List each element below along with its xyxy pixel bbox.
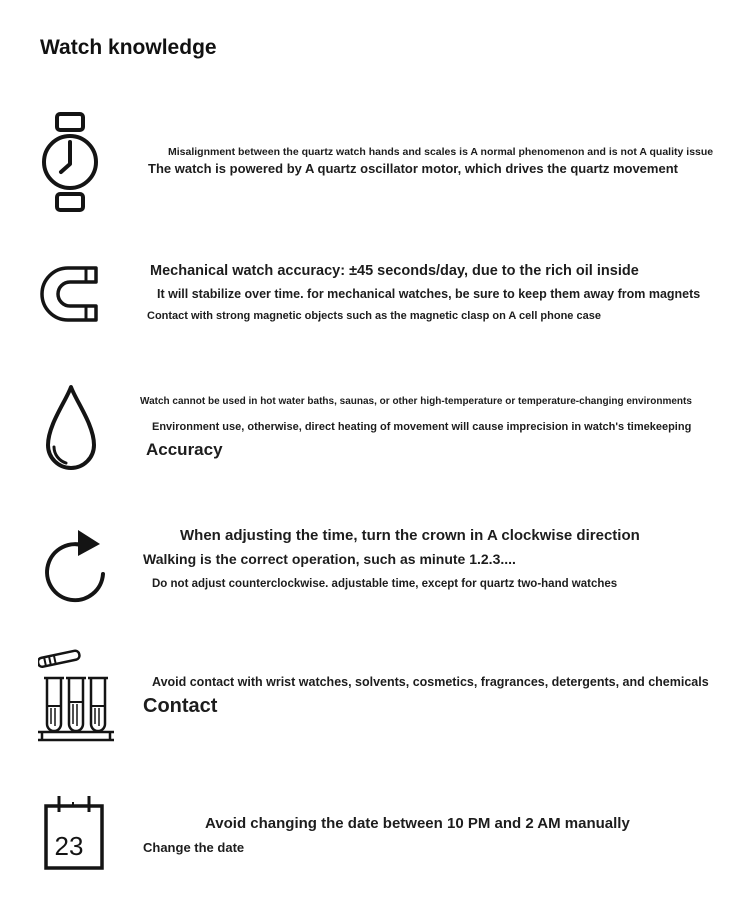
magnet-main-line: Mechanical watch accuracy: ±45 seconds/day, due to the rich oil inside: [150, 263, 639, 279]
crown-main-line: When adjusting the time, turn the crown in A clockwise direction: [180, 527, 640, 544]
chemicals-main-line: Avoid contact with wrist watches, solvents, cosmetics, fragrances, detergents, and chemicals: [152, 675, 709, 689]
date-main-line: Avoid changing the date between 10 PM and 2 AM manually: [205, 815, 630, 832]
quartz-main-line: The watch is powered by A quartz oscillator motor, which drives the quartz movement: [148, 161, 678, 176]
magnet-note-line: Contact with strong magnetic objects such as the magnetic clasp on A cell phone case: [147, 310, 601, 322]
temperature-note-line: Watch cannot be used in hot water baths, saunas, or other high-temperature or temperature-changing environments: [140, 396, 692, 407]
quartz-note-line: Misalignment between the quartz watch hands and scales is A normal phenomenon and is not A quality issue: [168, 146, 714, 158]
magnet-icon: [40, 262, 102, 326]
temperature-sub-line: Environment use, otherwise, direct heating of movement will cause imprecision in watch's timekeeping: [152, 421, 692, 433]
contact-heading: Contact: [143, 695, 218, 717]
wristwatch-icon: [42, 112, 108, 212]
test-tubes-icon: [38, 642, 114, 746]
calendar-icon: [42, 792, 106, 876]
crown-sub-line: Walking is the correct operation, such as minute 1.2.3....: [143, 551, 516, 567]
accuracy-heading: Accuracy: [146, 440, 223, 459]
water-drop-icon: [40, 383, 102, 480]
calendar-day-number: 23: [54, 831, 84, 861]
crown-note-line: Do not adjust counterclockwise. adjustable time, except for quartz two-hand watches: [152, 578, 618, 590]
magnet-sub-line: It will stabilize over time. for mechanical watches, be sure to keep them away from magnets: [157, 287, 701, 301]
page-title: Watch knowledge: [40, 36, 217, 59]
clockwise-arrow-icon: [42, 522, 108, 608]
change-date-heading: Change the date: [143, 840, 245, 855]
